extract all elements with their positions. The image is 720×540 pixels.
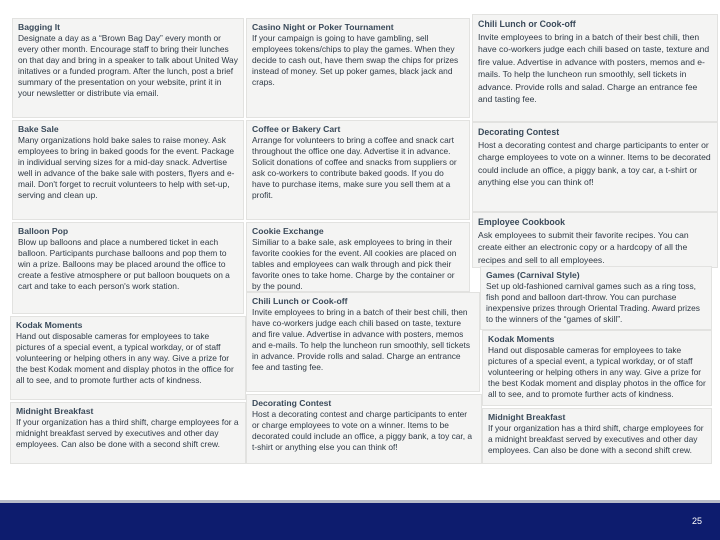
card-bagging-it: [12, 18, 244, 118]
card-title: Chili Lunch or Cook-off: [252, 296, 348, 306]
card-games-carnival: [480, 266, 712, 330]
card-title: Games (Carnival Style): [486, 270, 580, 280]
card-body: Many organizations hold bake sales to raise money. Ask employees to bring in baked goods for the event. Package in individual serving sizes for a mid-day snack. Advertise well in advance of the bake sale with posters, flyers and e-mail. Don't forget to recruit volunteers to help with set-up, serving and clean up.: [18, 135, 235, 200]
card-bake-sale: [12, 120, 244, 220]
card-title: Employee Cookbook: [478, 217, 566, 227]
card-body: If your organization has a third shift, charge employees for a midnight breakfast served by executives and other day employees. Can also be done with a second shift crew.: [488, 423, 704, 455]
card-chili-lunch-repeat: [246, 292, 480, 392]
card-title: Chili Lunch or Cook-off: [478, 19, 576, 29]
card-body: Invite employees to bring in a batch of their best chili, then have co-workers judge each chili based on taste, texture and fire value. Advertise in advance with posters, memos and e-mails. To help the luncheon run smoothly, sell tickets in advance. Provide rolls and salad. Charge an entrance fee and tasting fee.: [478, 32, 710, 105]
card-body: Invite employees to bring in a batch of their best chili, then have co-workers judge each chili based on taste, texture and fire value. Advertise in advance with posters, memos and e-mails. To help the luncheon run smoothly, sell tickets in advance. Provide rolls and salad. Charge an entrance fee and tasting fee.: [252, 307, 471, 372]
card-title: Kodak Moments: [488, 334, 555, 344]
card-cookie-exchange: [246, 222, 470, 292]
card-body: Blow up balloons and place a numbered ticket in each balloon. Participants purchase balloons and pop them to win a prize. Balloons may be placed around the office to create a festive atmosphere or put balloon bouquets on a cart and take to each person's work station.: [18, 237, 230, 291]
card-coffee-cart: [246, 120, 470, 220]
card-body: If your organization has a third shift, charge employees for a midnight breakfast served by executives and other day employees. Can also be done with a second shift crew.: [16, 417, 239, 449]
card-title: Midnight Breakfast: [16, 406, 94, 416]
card-body: Designate a day as a “Brown Bag Day” every month or every other month. Encourage staff to bring their lunches on that day and bring in a speaker to talk about United Way initatives or a funded program. After the lunch, post a brief summary of the presentation on your website, print it in your newsletter or distribute via email.: [18, 33, 238, 98]
card-title: Midnight Breakfast: [488, 412, 566, 422]
card-title: Bake Sale: [18, 124, 59, 134]
card-body: Ask employees to submit their favorite recipes. You can create either an electronic copy or a hardcopy of all the recipes and sell to all employees.: [478, 230, 689, 265]
card-body: Hand out disposable cameras for employees to take pictures of a special event, a typical workday, or of staff volunteering or helping others in any way. Give a prize for the best Kodak moment and display photos in the office for all to see, and to promote further acts of kindness.: [16, 331, 234, 385]
card-kodak-moments: [10, 316, 246, 400]
card-decorating-contest-repeat: [246, 394, 482, 464]
card-title: Coffee or Bakery Cart: [252, 124, 341, 134]
card-casino-night: [246, 18, 470, 118]
card-midnight-breakfast-repeat: [482, 408, 712, 464]
card-chili-lunch: [472, 14, 718, 122]
card-body: Host a decorating contest and charge participants to enter or charge employees to vote on a winner. Items to be decorated could include an office, a piggy bank, a toy car, a t-shirt or anything else you can think of!: [252, 409, 473, 452]
card-title: Decorating Contest: [478, 127, 560, 137]
footer-bar: [0, 500, 720, 540]
card-title: Bagging It: [18, 22, 61, 32]
card-body: Arrange for volunteers to bring a coffee and snack cart throughout the office one day. Advertise it in advance. Solicit donations of coffee and snacks from suppliers or ask co-workers to contribute baked goods. If you do have to purchase items, make sure you sell them at a profit.: [252, 135, 457, 200]
card-body: Host a decorating contest and charge participants to enter or charge employees to vote on a winner. Items to be decorated could include an office, a piggy bank, a toy car, a t-shirt or anything else you can think of!: [478, 140, 711, 188]
card-decorating-contest: [472, 122, 718, 212]
card-body: If your campaign is going to have gambling, sell employees tokens/chips to play the games. When they decide to cash out, have them swap the chips for prizes instead of money. Set up poker games, black jack and craps.: [252, 33, 459, 87]
page-number: 25: [691, 516, 702, 526]
card-title: Balloon Pop: [18, 226, 69, 236]
card-balloon-pop: [12, 222, 244, 314]
card-body: Hand out disposable cameras for employees to take pictures of a special event, a typical workday, or of staff volunteering or helping others in any way. Give a prize for the best Kodak moment and display photos in the office for all to see, and to promote further acts of kindness.: [488, 345, 706, 399]
card-title: Kodak Moments: [16, 320, 83, 330]
card-employee-cookbook: [472, 212, 718, 268]
card-title: Casino Night or Poker Tournament: [252, 22, 394, 32]
card-body: Set up old-fashioned carnival games such as a ring toss, fish pond and balloon dart-throw. You can purchase inexpensive prizes through Oriental Trading. Award prizes to the winners of the “games of skill”.: [486, 281, 700, 324]
card-title: Cookie Exchange: [252, 226, 324, 236]
card-kodak-moments-repeat: [482, 330, 712, 406]
card-midnight-breakfast: [10, 402, 246, 464]
card-body: Similiar to a bake sale, ask employees to bring in their favorite cookies for the event. All cookies are placed on tables and employees can walk through and pick their favorite ones to take home. Charge by the container or by the pound.: [252, 237, 457, 291]
card-title: Decorating Contest: [252, 398, 332, 408]
